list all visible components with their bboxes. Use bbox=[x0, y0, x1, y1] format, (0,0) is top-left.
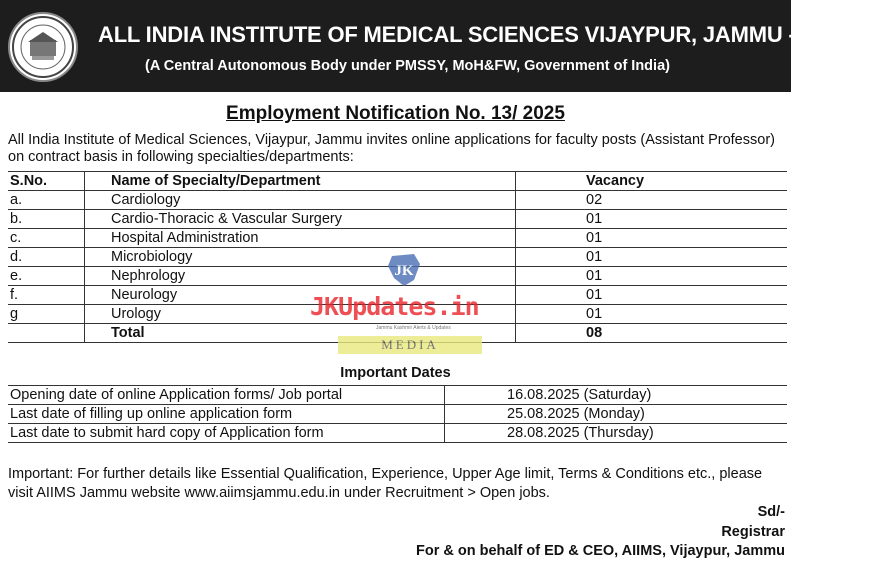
row-sno: a. bbox=[8, 191, 85, 210]
table-row bbox=[8, 210, 787, 229]
row-vacancy: 01 bbox=[516, 248, 788, 267]
date-label: Opening date of online Application forms/ Job portal bbox=[8, 386, 445, 405]
total-sno-cell bbox=[8, 324, 85, 343]
important-note: Important: For further details like Essential Qualification, Experience, Upper Age limit, Terms & Conditions etc., please visit AIIMS Jammu website www.aiimsjammu.edu.in under Recruitment > Open jobs. bbox=[8, 466, 763, 501]
header-specialty: Name of Specialty/Department bbox=[85, 172, 516, 191]
date-value: 25.08.2025 (Monday) bbox=[445, 405, 788, 424]
date-value: 28.08.2025 (Thursday) bbox=[445, 424, 788, 443]
row-vacancy: 02 bbox=[516, 191, 788, 210]
institute-subtitle: (A Central Autonomous Body under PMSSY, MoH&FW, Government of India) bbox=[145, 58, 670, 74]
wm-logo-letters: JK bbox=[394, 263, 414, 279]
header-sno: S.No. bbox=[8, 172, 85, 191]
row-specialty: Microbiology bbox=[85, 248, 516, 267]
row-sno: c. bbox=[8, 229, 85, 248]
jk-map-logo-icon bbox=[384, 250, 424, 290]
signature-sd: Sd/- bbox=[757, 504, 785, 520]
watermark bbox=[304, 238, 512, 368]
row-vacancy: 01 bbox=[516, 286, 788, 305]
row-sno: e. bbox=[8, 267, 85, 286]
watermark-media: MEDIA bbox=[338, 336, 482, 354]
date-label: Last date of filling up online application form bbox=[8, 405, 445, 424]
important-dates-title: Important Dates bbox=[340, 365, 451, 381]
watermark-site: JKUpdates.in bbox=[310, 292, 479, 321]
date-row bbox=[8, 405, 787, 424]
institute-title: ALL INDIA INSTITUTE OF MEDICAL SCIENCES VIJAYPUR, JAMMU - 181134 bbox=[98, 22, 872, 47]
row-vacancy: 01 bbox=[516, 305, 788, 324]
row-specialty: Nephrology bbox=[85, 267, 516, 286]
row-vacancy: 01 bbox=[516, 229, 788, 248]
total-label: Total bbox=[85, 324, 516, 343]
signature-behalf: For & on behalf of ED & CEO, AIIMS, Vijaypur, Jammu bbox=[416, 543, 785, 559]
header-banner bbox=[0, 0, 872, 92]
row-vacancy: 01 bbox=[516, 210, 788, 229]
aiims-logo-icon bbox=[8, 12, 78, 82]
row-sno: g bbox=[8, 305, 85, 324]
row-sno: f. bbox=[8, 286, 85, 305]
date-label: Last date to submit hard copy of Application form bbox=[8, 424, 445, 443]
row-specialty: Neurology bbox=[85, 286, 516, 305]
row-specialty: Cardio-Thoracic & Vascular Surgery bbox=[85, 210, 516, 229]
row-vacancy: 01 bbox=[516, 267, 788, 286]
date-value: 16.08.2025 (Saturday) bbox=[445, 386, 788, 405]
date-row bbox=[8, 424, 787, 443]
important-dates-table bbox=[8, 385, 787, 443]
total-value: 08 bbox=[516, 324, 788, 343]
intro-paragraph: All India Institute of Medical Sciences, Vijaypur, Jammu invites online applications for faculty posts (Assistant Professor) on contract basis in following specialties/departments: bbox=[8, 132, 775, 165]
date-row bbox=[8, 386, 787, 405]
row-sno: d. bbox=[8, 248, 85, 267]
watermark-tagline: Jammu Kashmir Alerts & Updates bbox=[376, 325, 451, 331]
row-sno: b. bbox=[8, 210, 85, 229]
signature-registrar: Registrar bbox=[721, 524, 785, 540]
row-specialty: Hospital Administration bbox=[85, 229, 516, 248]
header-vacancy: Vacancy bbox=[516, 172, 788, 191]
row-specialty: Urology bbox=[85, 305, 516, 324]
notification-title: Employment Notification No. 13/ 2025 bbox=[226, 103, 565, 124]
row-specialty: Cardiology bbox=[85, 191, 516, 210]
table-header-row bbox=[8, 172, 787, 191]
table-row bbox=[8, 191, 787, 210]
